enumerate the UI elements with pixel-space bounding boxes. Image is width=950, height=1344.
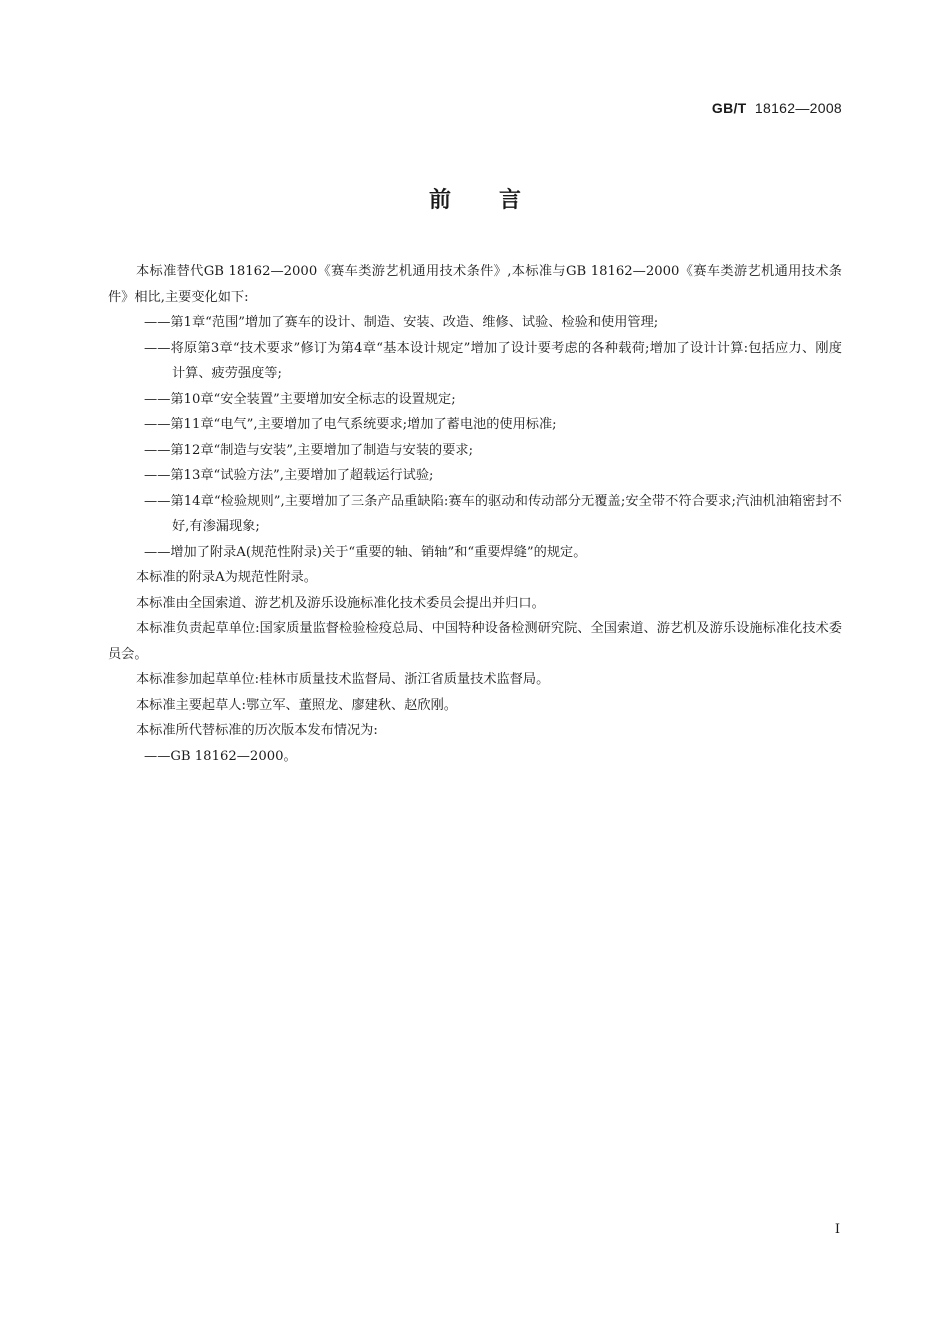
page-number: I <box>834 1222 840 1237</box>
standard-code-prefix: GB/T <box>711 100 747 116</box>
change-item-1: ——第1章“范围”增加了赛车的设计、制造、安装、改造、维修、试验、检验和使用管理; <box>144 315 659 330</box>
change-item-4: ——第11章“电气”,主要增加了电气系统要求;增加了蓄电池的使用标准; <box>144 417 557 432</box>
page-title: 前言 <box>428 188 569 213</box>
history-item-1: ——GB 18162—2000。 <box>144 748 297 764</box>
responsible-drafters-paragraph: 本标准负责起草单位:国家质量监督检验检疫总局、中国特种设备检测研究院、全国索道、游艺机及游乐设施标准化技术委员会。 <box>108 621 842 662</box>
change-item-6: ——第13章“试验方法”,主要增加了超载运行试验; <box>144 468 434 483</box>
change-item-5: ——第12章“制造与安装”,主要增加了制造与安装的要求; <box>144 442 474 458</box>
proposer-paragraph: 本标准由全国索道、游艺机及游乐设施标准化技术委员会提出并归口。 <box>136 595 545 611</box>
standard-number: 18162—2008 <box>754 100 842 116</box>
intro-paragraph: 本标准替代GB 18162—2000《赛车类游艺机通用技术条件》,本标准与GB 18162—2000《赛车类游艺机通用技术条件》相比,主要变化如下: <box>108 264 842 305</box>
standard-code <box>712 100 842 116</box>
document-body <box>108 259 842 769</box>
change-item-2: ——将原第3章“技术要求”修订为第4章“基本设计规定”增加了设计要考虑的各种载荷;增加了设计计算:包括应力、刚度计算、疲劳强度等; <box>144 340 842 381</box>
participating-drafters-paragraph: 本标准参加起草单位:桂林市质量技术监督局、浙江省质量技术监督局。 <box>136 672 550 687</box>
appendix-note: 本标准的附录A为规范性附录。 <box>136 570 317 585</box>
change-item-7: ——第14章“检验规则”,主要增加了三条产品重缺陷:赛车的驱动和传动部分无覆盖;安全带不符合要求;汽油机油箱密封不好,有渗漏现象; <box>144 493 842 534</box>
change-item-3: ——第10章“安全装置”主要增加安全标志的设置规定; <box>144 391 456 407</box>
history-intro: 本标准所代替标准的历次版本发布情况为: <box>136 723 378 738</box>
main-drafters-paragraph: 本标准主要起草人:鄂立军、董照龙、廖建秋、赵欣刚。 <box>136 697 457 713</box>
change-item-8: ——增加了附录A(规范性附录)关于“重要的轴、销轴”和“重要焊缝”的规定。 <box>144 544 587 560</box>
